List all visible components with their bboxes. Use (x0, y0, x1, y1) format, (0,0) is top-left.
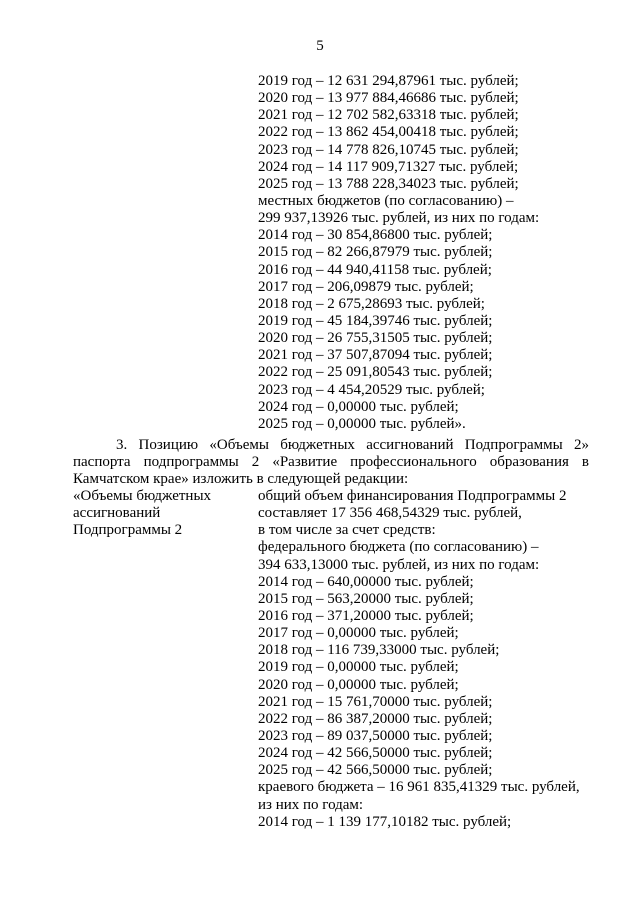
text-line: 2017 год – 0,00000 тыс. рублей; (258, 625, 459, 642)
text-line: 2021 год – 12 702 582,63318 тыс. рублей; (258, 107, 519, 124)
text-line: 2023 год – 4 454,20529 тыс. рублей; (258, 381, 485, 398)
text-line: 2020 год – 0,00000 тыс. рублей; (258, 676, 459, 693)
paragraph-line: паспорта подпрограммы 2 «Развитие профессионального образования в (73, 454, 589, 471)
paragraph-line: 3. Позицию «Объемы бюджетных ассигнований Подпрограммы 2» (116, 437, 589, 453)
position-value (258, 488, 580, 831)
amendment-paragraph (73, 437, 589, 488)
text-line: 2020 год – 13 977 884,46686 тыс. рублей; (258, 90, 519, 107)
text-line: 2015 год – 563,20000 тыс. рублей; (258, 590, 474, 607)
text-line: общий объем финансирования Подпрограммы 2 (258, 488, 567, 504)
text-line: 2022 год – 86 387,20000 тыс. рублей; (258, 710, 493, 727)
label-line: «Объемы бюджетных (73, 488, 212, 504)
text-line: 2015 год – 82 266,87979 тыс. рублей; (258, 244, 493, 261)
text-line: 2014 год – 30 854,86800 тыс. рублей; (258, 227, 493, 244)
text-line: 2019 год – 12 631 294,87961 тыс. рублей; (258, 73, 519, 89)
text-line: 2014 год – 640,00000 тыс. рублей; (258, 573, 474, 590)
text-line: 2024 год – 42 566,50000 тыс. рублей; (258, 745, 493, 762)
text-line: 2023 год – 14 778 826,10745 тыс. рублей; (258, 141, 519, 158)
text-line: составляет 17 356 468,54329 тыс. рублей, (258, 505, 522, 522)
text-line: местных бюджетов (по согласованию) – (258, 192, 514, 209)
text-line: 2020 год – 26 755,31505 тыс. рублей; (258, 330, 493, 347)
text-line: 299 937,13926 тыс. рублей, из них по годам: (258, 210, 540, 227)
label-line: Подпрограммы 2 (73, 522, 183, 539)
page-number: 5 (316, 38, 324, 54)
text-line: 2018 год – 116 739,33000 тыс. рублей; (258, 642, 500, 659)
text-line: 2018 год – 2 675,28693 тыс. рублей; (258, 295, 485, 312)
text-line: 2021 год – 37 507,87094 тыс. рублей; (258, 347, 493, 364)
text-line: 2024 год – 14 117 909,71327 тыс. рублей; (258, 158, 519, 175)
position-label (73, 488, 211, 539)
text-line: 2022 год – 13 862 454,00418 тыс. рублей; (258, 124, 519, 141)
text-line: 2025 год – 13 788 228,34023 тыс. рублей; (258, 175, 519, 192)
text-line: 2016 год – 44 940,41158 тыс. рублей; (258, 261, 492, 278)
text-line: 2016 год – 371,20000 тыс. рублей; (258, 607, 474, 624)
text-line: 2017 год – 206,09879 тыс. рублей; (258, 278, 474, 295)
text-line: 394 633,13000 тыс. рублей, из них по годам: (258, 556, 540, 573)
text-line: 2024 год – 0,00000 тыс. рублей; (258, 398, 459, 415)
text-line: 2021 год – 15 761,70000 тыс. рублей; (258, 693, 493, 710)
text-line: 2022 год – 25 091,80543 тыс. рублей; (258, 364, 493, 381)
text-line: краевого бюджета – 16 961 835,41329 тыс. рублей, (258, 779, 580, 796)
label-line: ассигнований (73, 505, 161, 522)
text-line: 2023 год – 89 037,50000 тыс. рублей; (258, 727, 493, 744)
text-line: из них по годам: (258, 796, 364, 813)
text-line: 2014 год – 1 139 177,10182 тыс. рублей; (258, 813, 512, 830)
text-line: 2019 год – 45 184,39746 тыс. рублей; (258, 312, 493, 329)
text-line: 2025 год – 42 566,50000 тыс. рублей; (258, 762, 493, 779)
text-line: 2019 год – 0,00000 тыс. рублей; (258, 659, 459, 676)
text-line: в том числе за счет средств: (258, 522, 436, 539)
paragraph-line: Камчатском крае» изложить в следующей редакции: (73, 471, 409, 488)
text-line: 2025 год – 0,00000 тыс. рублей». (258, 415, 466, 432)
text-line: федерального бюджета (по согласованию) – (258, 539, 539, 556)
funding-list-continued (258, 73, 539, 433)
